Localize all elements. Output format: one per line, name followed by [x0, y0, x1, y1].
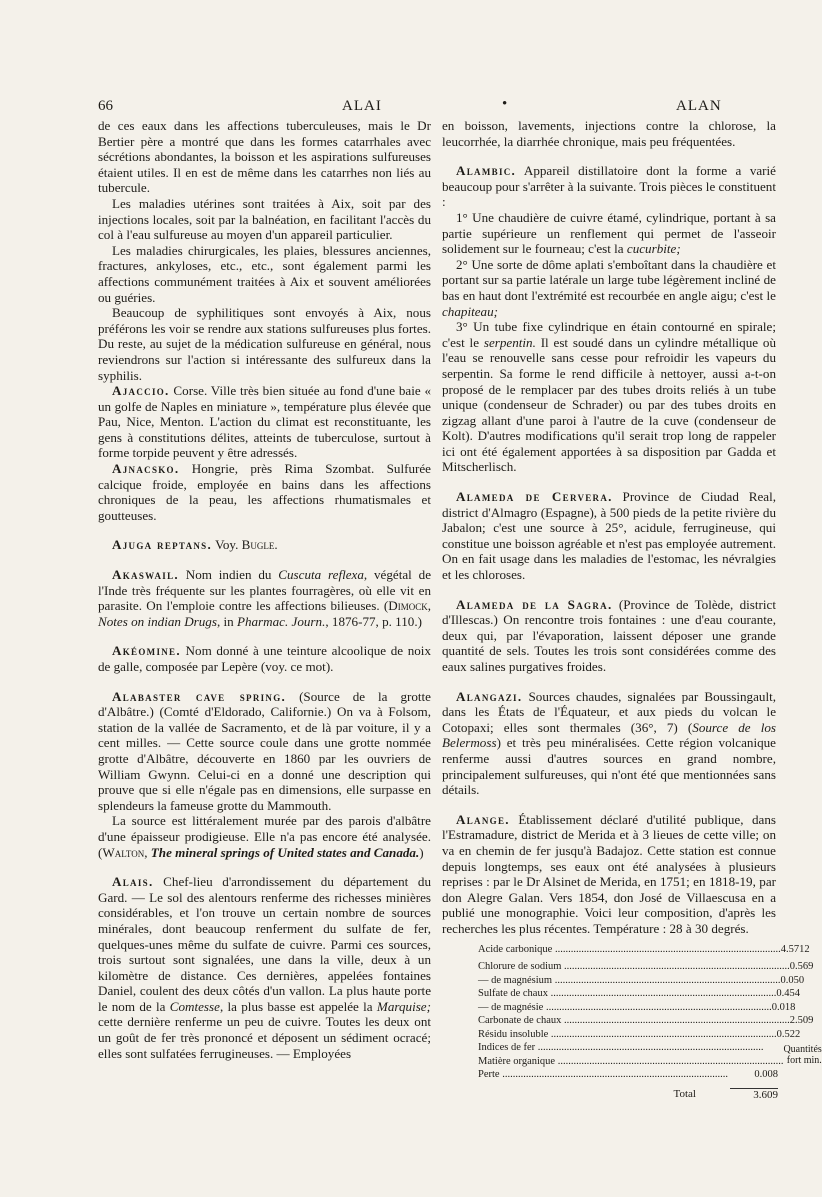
right-column	[442, 118, 822, 1102]
entry-text: Province de Ciudad Real, district d'Almagro (Espagne), à 500 pieds de la petite rivière du Jabalon; c'est une source à 25°, acidule, ferrugineuse, qui constitue une boisson agréable et n'est pas employée autrement. On en fait usage dans les maladies de l'estomac, les névralgies et les chloroses.	[442, 489, 776, 583]
source-name: Source de los Belermoss	[442, 719, 776, 751]
entry-text: , végétal de l'Inde très fréquente sur les plantes fourragères, où elle vit en parasite. On l'emploie contre les affections bilieuses. (	[98, 567, 432, 614]
entry-text: , 1876-77, p. 110.)	[325, 613, 422, 629]
work-title: The mineral springs of United states and Canada.	[150, 844, 420, 860]
entry-akeomine	[98, 643, 431, 674]
entry-ajnacsko	[98, 461, 431, 523]
headword: Ajuga reptans.	[112, 537, 213, 553]
headword: Akaswail.	[112, 567, 179, 583]
headword: Alangazi.	[456, 688, 523, 704]
running-header	[98, 98, 770, 120]
paragraph-uterine: Les maladies utérines sont traitées à Aix, soit par des injections locales, soit par la balnéation, en facilitant l'accès du col à l'eau sulfureuse au moyen d'un appareil particulier.	[98, 195, 431, 243]
paragraph-syphilis: Beaucoup de syphilitiques sont envoyés à Aix, nous préférons les voir se rendre aux stations sulfureuses plus fortes. Du reste, au sujet de la médication sulfureuse en général, nous reviendrons sur l'action si intéressante des sulfureux dans la syphilis.	[98, 305, 431, 383]
cross-reference: Bugle.	[241, 537, 278, 553]
headword: Alameda de Cervera.	[456, 489, 613, 505]
headword: Alambic.	[456, 163, 517, 179]
entry-text: (Source de la grotte d'Albâtre.) (Comté d'Eldorado, Californie.) On va à Folsom, station de la vallée de Sacramento, et de là par voiture, il y a cent milles. — Cette source coule dans une grotte nommée grotte d'Albâtre, découverte en 1860 par les ouvriers de William Gwynn. Celui-ci en a donné une description qui prouve que si elle n'égale pas en dimensions, elle surpasse en splendeurs la fameuse grotte du Mammouth.	[98, 688, 431, 813]
table-row	[478, 987, 800, 1001]
table-total	[478, 1088, 778, 1103]
page-number: 66	[98, 98, 113, 114]
entry-text: 1° Une chaudière de cuivre étamé, cylindrique, portant à sa partie supérieure un renflement qui permet de l'asseoir solidement sur le fourneau; c'est la	[442, 209, 776, 257]
alambic-part-1	[442, 210, 776, 257]
entry-text: ,	[144, 844, 151, 860]
spring-name: Comtesse	[169, 998, 220, 1014]
entry-text: Appareil distillatoire dont la forme a varié beaucoup pour s'arrêter à la suivante. Trois pièces le constituent :	[442, 163, 776, 210]
entry-alange	[442, 812, 776, 937]
headword: Ajaccio.	[112, 383, 170, 399]
row-value: 0.018	[771, 1001, 796, 1013]
entry-text: Voy.	[212, 537, 242, 553]
row-value: 0.008	[754, 1069, 778, 1080]
table-row	[478, 960, 814, 974]
entry-text: (Province de Tolède, district d'Illescas.) On rencontre trois fontaines : une d'eau courante, deux qui, par l'évaporation, laissent déposer une grande quantité de sels. Toutes les trois sont considérées comme des eaux salines purgatives froides.	[442, 596, 776, 674]
table-row	[478, 1068, 778, 1082]
header-right-word: ALAN	[676, 98, 722, 114]
row-value: 0.522	[776, 1028, 801, 1040]
table-row	[478, 1028, 801, 1042]
composition-table	[478, 943, 822, 1103]
row-label: Perte .....	[478, 1068, 728, 1082]
header-separator: •	[502, 96, 508, 112]
headword: Ajnacsko.	[112, 461, 180, 477]
row-label: — de magnésium .....	[478, 974, 780, 988]
paragraph-surgical: Les maladies chirurgicales, les plaies, blessures anciennes, fractures, ankyloses, etc., etc., sont également parmi les affections communément traitées à Aix et souvent améliorées ou guéries.	[98, 242, 431, 305]
entry-text: Établissement déclaré d'utilité publique, dans l'Estramadure, district de Merida et à 3 lieues de cette ville; on va en chemin de fer jusqu'à Badajoz. Cette station est connue depuis longtemps, ses eaux ont été analysées à plusieurs reprises : par le Dr Alsinet de Merida, en 1751; en 1818-19, par don Alegre Galan. Vers 1854, don José de Villaescusa en a publié une monographie. Voici leur composition, d'après les recherches les plus récentes. Température : 28 à 30 degrés.	[442, 811, 776, 936]
header-left-word: ALAI	[342, 98, 382, 114]
table-row	[478, 1055, 783, 1069]
paragraph-continuation: de ces eaux dans les affections tuberculeuses, mais le Dr Bertier père a montré que dans les formes catarrhales avec sécrétions abondantes, la boisson et les aspirations sulfureuses étaient utiles. Il en est de même dans les catarrhes non liés au tubercule.	[98, 118, 431, 196]
entry-text: 3° Un tube fixe cylindrique en étain contourné en spirale; c'est le	[442, 319, 776, 350]
author-name: Dimock	[388, 598, 428, 614]
alambic-part-3	[442, 319, 776, 475]
latin-name: Cuscuta reflexa	[278, 567, 364, 583]
entry-alambic	[442, 163, 776, 210]
work-title: Notes on indian Drugs	[98, 613, 217, 629]
entry-alameda-de-la-sagra	[442, 597, 776, 675]
row-value: 0.050	[780, 974, 805, 986]
left-column	[98, 118, 431, 1061]
entry-text: Chef-lieu d'arrondissement du département du Gard. — Le sol des alentours renferme des richesses minières considérables, et l'on trouve un certain nombre de sources minérales, dont beaucoup renferment du sulfate de fer, quelques-unes même du sulfate de cuivre. Parmi ces sources, trois surtout sont signalées, une dans la ville, deux à un kilomètre de distance. Ces dernières, appelées fontaines Daniel, coulent des deux côtés d'un vallon. La plus haute porte le nom de la	[98, 874, 431, 1014]
row-label: Carbonate de chaux .....	[478, 1014, 790, 1028]
row-value: 4.5712	[780, 943, 810, 955]
term: serpentin.	[483, 334, 536, 350]
entry-ajaccio	[98, 383, 431, 461]
table-row	[478, 943, 810, 957]
entry-text: Hongrie, près Rima Szombat. Sulfurée calcique froide, employée en bains dans les affections chroniques de la peau, les affections rhumatismales et goutteuses.	[98, 461, 431, 523]
entry-text: 2° Une sorte de dôme aplati s'emboîtant dans la chaudière et portant sur sa partie latérale un large tube légèrement incliné de bas en haut dont l'extrémité est recourbée en angle aigu; c'est le	[442, 256, 776, 303]
entry-alameda-de-cervera	[442, 489, 776, 583]
table-row	[478, 974, 805, 988]
traces-labels	[478, 1041, 783, 1068]
headword: Alais.	[112, 874, 154, 890]
table-row	[478, 1001, 796, 1015]
spring-name: Marquise;	[376, 998, 431, 1014]
term: chapiteau;	[442, 303, 498, 319]
entry-text: Sources chaudes, signalées par Boussingault, dans les États de l'Équateur, et aux pieds du volcan le Cotopaxi; elles sont thermales (36°, 7) (	[442, 688, 776, 735]
entry-text: Corse. Ville très bien située au fond d'une baie « un golfe de Naples en miniature », température plus élevée que Pau, Nice, Menton. L'action du climat est reconstituante, les gens à constitutions délites, atteints de tuberculose, surtout à forme torpide peuvent y être adressés.	[98, 383, 431, 461]
traces-value: Quantités fort min.	[783, 1044, 822, 1066]
entry-text: Nom donné à une teinture alcoolique de noix de galle, composée par Lepère (voy. ce mot).	[98, 643, 431, 674]
traces-group	[478, 1041, 822, 1068]
row-label: — de magnésie .....	[478, 1001, 772, 1015]
headword: Akéomine.	[112, 643, 181, 659]
entry-alabaster	[98, 689, 431, 814]
total-label: Total	[673, 1087, 696, 1100]
entry-alais	[98, 874, 431, 1061]
alambic-part-2	[442, 257, 776, 319]
entry-text: )	[419, 844, 424, 860]
entry-text: La source est littéralement murée par des parois d'albâtre d'une épaisseur prodigieuse. Elle n'a pas encore été analysée. (	[98, 813, 431, 860]
row-value: 0.569	[789, 961, 814, 972]
row-label: Matière organique .....	[478, 1055, 783, 1069]
entry-akaswail	[98, 567, 431, 629]
table-row	[478, 1014, 814, 1028]
row-value: 2.509	[789, 1015, 814, 1026]
entry-text: cette dernière renferme un peu de cuivre. Toutes les deux ont un goût de fer très prononcé et déposent un sédiment ocracé; elles sont sulfatées ferrugineuses. — Employées	[98, 1014, 431, 1061]
row-label: Chlorure de sodium .....	[478, 960, 790, 974]
entry-text: , in	[216, 613, 237, 629]
headword: Alabaster cave spring.	[112, 688, 287, 704]
entry-text: , la plus basse est appelée la	[219, 998, 377, 1014]
row-value: 0.454	[776, 988, 800, 999]
journal-title: Pharmac. Journ.	[236, 613, 326, 629]
row-label: Sulfate de chaux .....	[478, 987, 776, 1001]
entry-text: Il est soudé dans un cylindre métallique où l'eau se renouvelle sans cesse pour refroidir les vapeurs du serpentin. Sa forme le rend difficile à nettoyer, aussi a-t-on proposé de le remplacer par des tubes droits reliés à un tube unique (condenseur de Schrader) ou par des tubes droits en zigzag allant d'une paroi à l'autre de la cuve (condenseur de Kolt). D'autres modifications qu'il serait trop long de rappeler ici ont été également apportées à sa disposition par Gadda et Mitscherlisch.	[442, 334, 776, 475]
entry-ajuga	[98, 537, 431, 553]
headword: Alange.	[456, 811, 510, 827]
row-label: Résidu insoluble .....	[478, 1028, 777, 1042]
entry-alabaster-continued	[98, 813, 431, 860]
entry-text: ,	[427, 598, 431, 614]
paragraph-continuation: en boisson, lavements, injections contre la chlorose, la leucorrhée, la diarrhée chronique, mais peu fréquentées.	[442, 118, 776, 149]
author-name: Walton	[102, 844, 145, 860]
entry-text: ) et très peu minéralisées. Cette région volcanique renferme aussi d'autres sources en grand nombre, principalement sulfureuses, qui n'ont été que mentionnées sans détails.	[442, 735, 776, 798]
row-label: Indices de fer .....	[478, 1041, 783, 1055]
row-label: Acide carbonique .....	[478, 943, 781, 957]
headword: Alameda de la Sagra.	[456, 596, 613, 612]
entry-text: Nom indien du	[178, 567, 279, 583]
entry-alangazi	[442, 689, 776, 798]
table-row	[478, 1041, 783, 1055]
term: cucurbite;	[626, 241, 681, 257]
total-value: 3.609	[730, 1088, 778, 1103]
